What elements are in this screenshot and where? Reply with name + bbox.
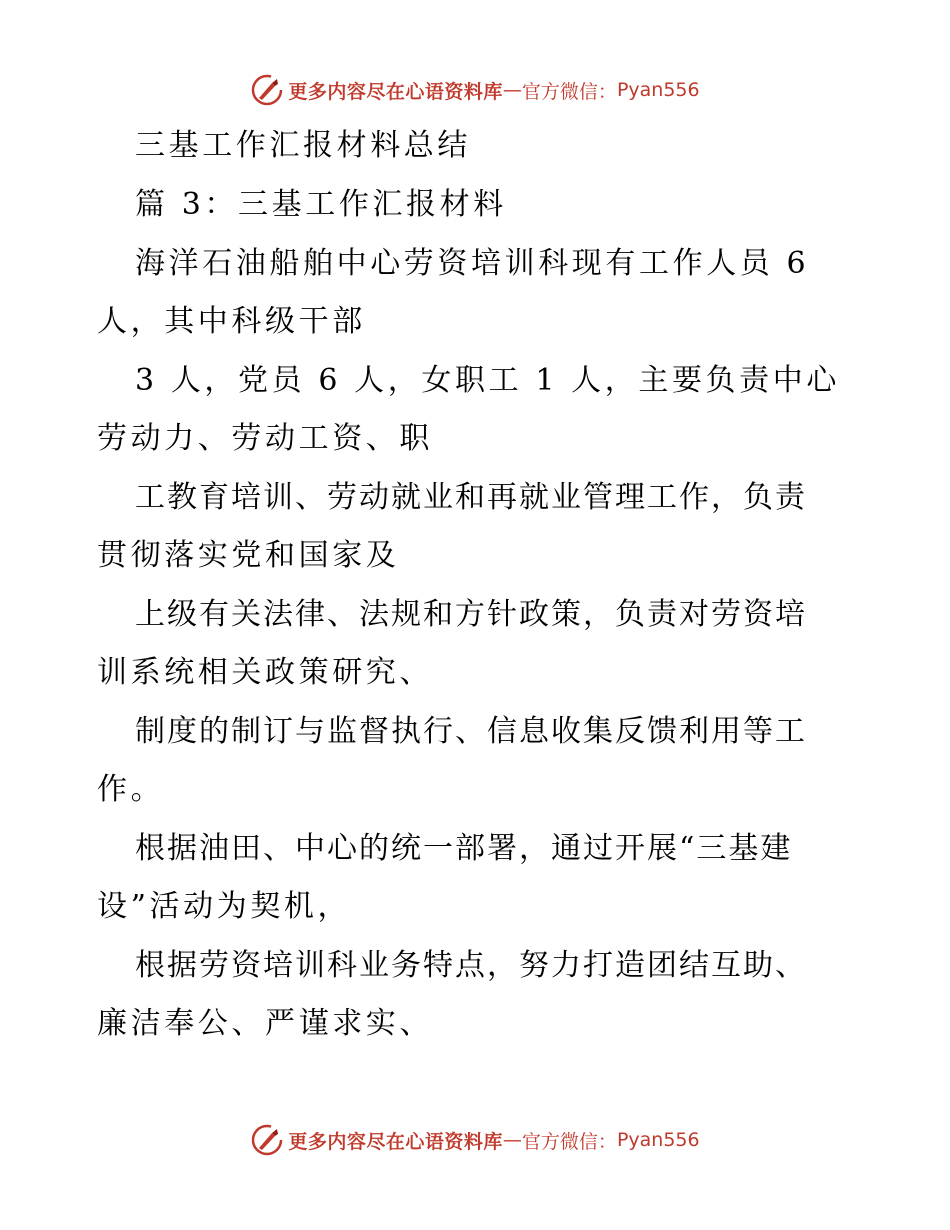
- header-watermark: [0, 70, 950, 110]
- watermark-separator: —: [502, 1129, 522, 1151]
- doc-paragraph-line: 劳动力、劳动工资、职: [97, 421, 433, 456]
- doc-paragraph-line: 海洋石油船舶中心劳资培训科现有工作人员 6: [135, 246, 810, 281]
- doc-paragraph-line: 贯彻落实党和国家及: [97, 538, 400, 573]
- doc-paragraph-line: 设”活动为契机，: [97, 889, 352, 924]
- doc-paragraph-line: 廉洁奉公、严谨求实、: [97, 1006, 433, 1041]
- doc-subtitle: 篇 3：三基工作汇报材料: [135, 187, 507, 222]
- doc-paragraph-line: 根据油田、中心的统一部署，通过开展“三基建: [135, 831, 793, 866]
- quill-seal-icon: [250, 73, 284, 107]
- doc-paragraph-line: 工教育培训、劳动就业和再就业管理工作，负责: [135, 480, 807, 515]
- watermark-separator: —: [502, 79, 522, 101]
- doc-title: 三基工作汇报材料总结: [135, 128, 471, 163]
- doc-paragraph-line: 作。: [97, 772, 165, 807]
- quill-seal-icon: [250, 1123, 284, 1157]
- watermark-wechat-id: Pyan556: [616, 1129, 700, 1151]
- watermark-brand: 更多内容尽在心语资料库: [288, 1130, 503, 1153]
- doc-paragraph-line: 人，其中科级干部: [97, 304, 366, 339]
- doc-paragraph-line: 上级有关法律、法规和方针政策，负责对劳资培: [135, 597, 807, 632]
- footer-watermark: [0, 1120, 950, 1160]
- doc-paragraph-line: 根据劳资培训科业务特点，努力打造团结互助、: [135, 948, 807, 983]
- watermark-wechat-id: Pyan556: [616, 79, 700, 101]
- doc-paragraph-line: 制度的制订与监督执行、信息收集反馈利用等工: [135, 714, 807, 749]
- doc-paragraph-line: 训系统相关政策研究、: [97, 655, 433, 690]
- watermark-official-label: 官方微信：: [521, 1130, 617, 1153]
- watermark-official-label: 官方微信：: [521, 80, 617, 103]
- doc-paragraph-line: 3 人，党员 6 人，女职工 1 人，主要负责中心: [135, 363, 840, 398]
- watermark-brand: 更多内容尽在心语资料库: [288, 80, 503, 103]
